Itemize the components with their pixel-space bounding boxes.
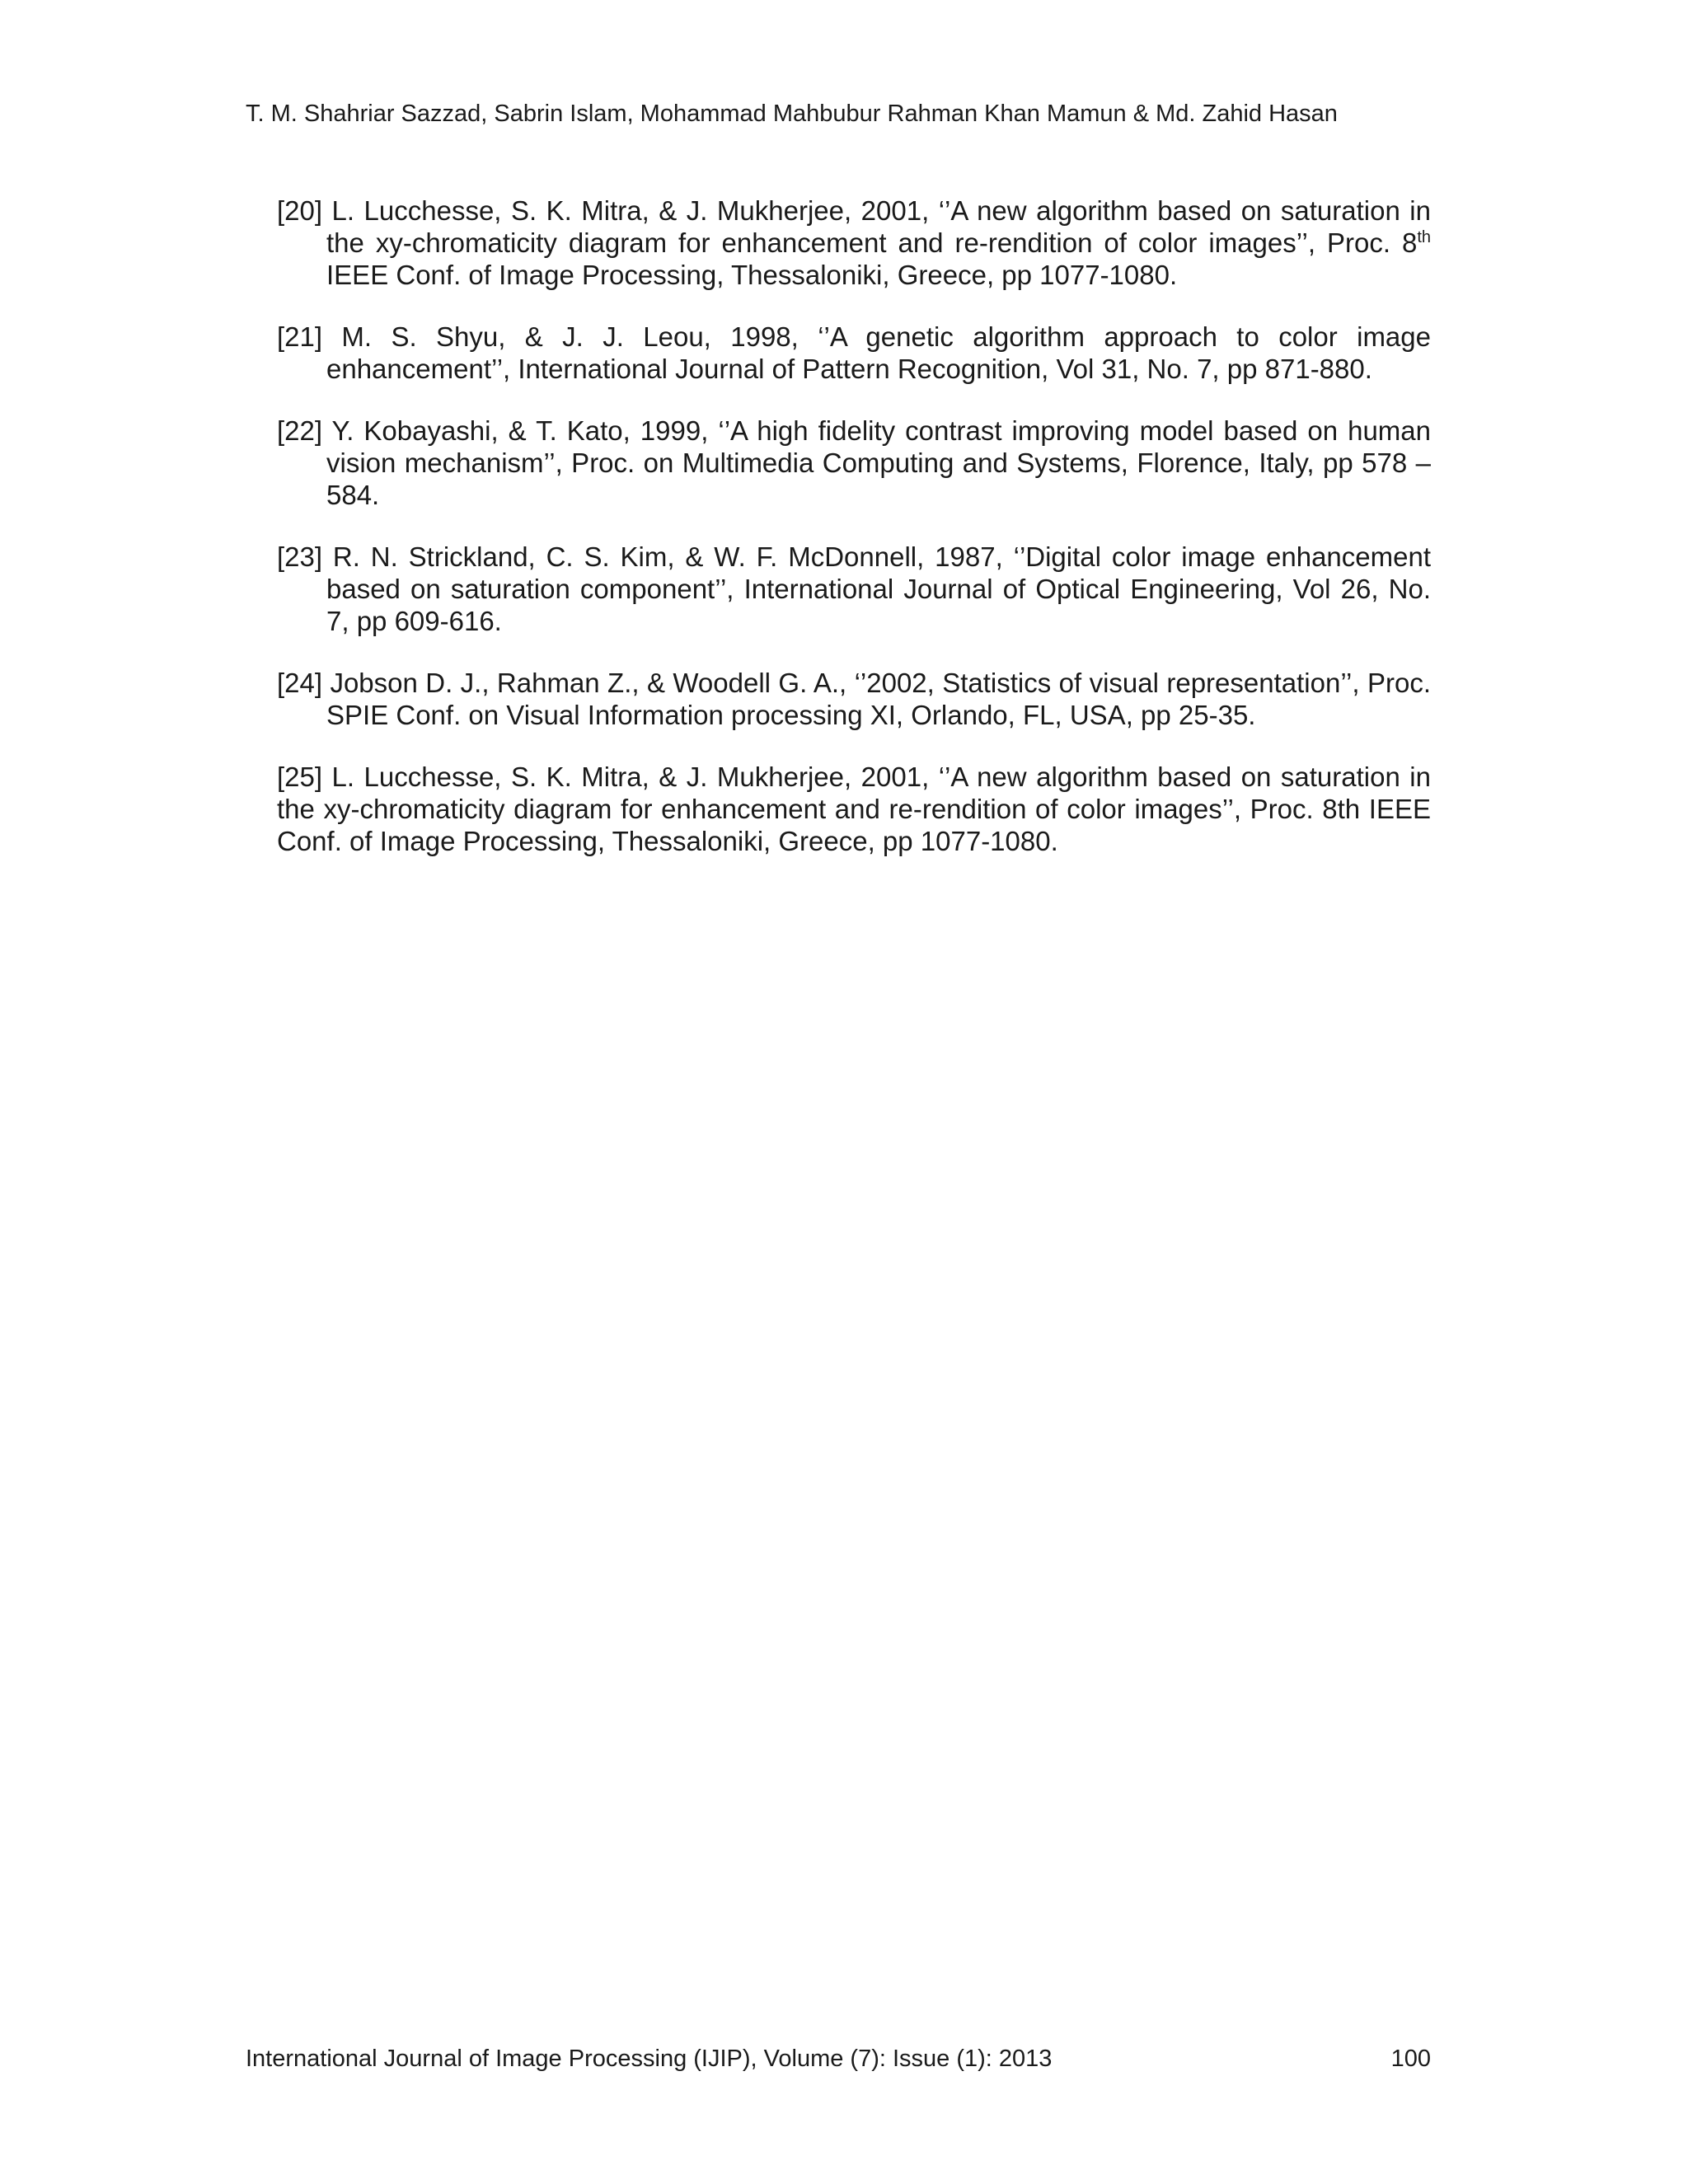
reference-text: [21] M. S. Shyu, & J. J. Leou, 1998, ‘’A genetic algorithm approach to color image enhancement’’, International Journal of Pattern Recognition, Vol 31, No. 7, pp 871-880. [277, 321, 1431, 384]
reference-item-21 [277, 321, 1431, 385]
reference-text: [22] Y. Kobayashi, & T. Kato, 1999, ‘’A high fidelity contrast improving model based on human vision mechanism’’, Proc. on Multimedia Computing and Systems, Florence, Italy, pp 578 – 584. [277, 415, 1431, 510]
reference-item-23 [277, 541, 1431, 637]
running-header-authors: T. M. Shahriar Sazzad, Sabrin Islam, Mohammad Mahbubur Rahman Khan Mamun & Md. Zahid Hasan [246, 101, 1338, 127]
reference-list [277, 194, 1431, 887]
reference-item-22 [277, 415, 1431, 511]
reference-text: [23] R. N. Strickland, C. S. Kim, & W. F. McDonnell, 1987, ‘’Digital color image enhancement based on saturation component’’, International Journal of Optical Engineering, Vol 26, No. 7, pp 609-616. [277, 541, 1431, 636]
reference-item-20 [277, 194, 1431, 291]
footer-journal-citation: International Journal of Image Processing (IJIP), Volume (7): Issue (1): 2013 [246, 2046, 1053, 2072]
reference-superscript: th [1417, 228, 1431, 246]
reference-item-24 [277, 667, 1431, 731]
page-number: 100 [1390, 2046, 1431, 2072]
reference-text: [25] L. Lucchesse, S. K. Mitra, & J. Mukherjee, 2001, ‘’A new algorithm based on saturation in the xy-chromaticity diagram for enhancement and re-rendition of color images’’, Proc. 8th IEEE Conf. of Image Processing, Thessaloniki, Greece, pp 1077-1080. [277, 762, 1431, 856]
reference-text: [24] Jobson D. J., Rahman Z., & Woodell G. A., ‘’2002, Statistics of visual representation’’, Proc. SPIE Conf. on Visual Information processing XI, Orlando, FL, USA, pp 25-35. [277, 668, 1431, 730]
reference-item-25 [277, 761, 1431, 857]
reference-text: [20] L. Lucchesse, S. K. Mitra, & J. Mukherjee, 2001, ‘’A new algorithm based on saturation in the xy-chromaticity diagram for enhancement and re-rendition of color images’’, Proc. 8 [277, 195, 1431, 258]
reference-text-continued: IEEE Conf. of Image Processing, Thessaloniki, Greece, pp 1077-1080. [326, 260, 1178, 290]
